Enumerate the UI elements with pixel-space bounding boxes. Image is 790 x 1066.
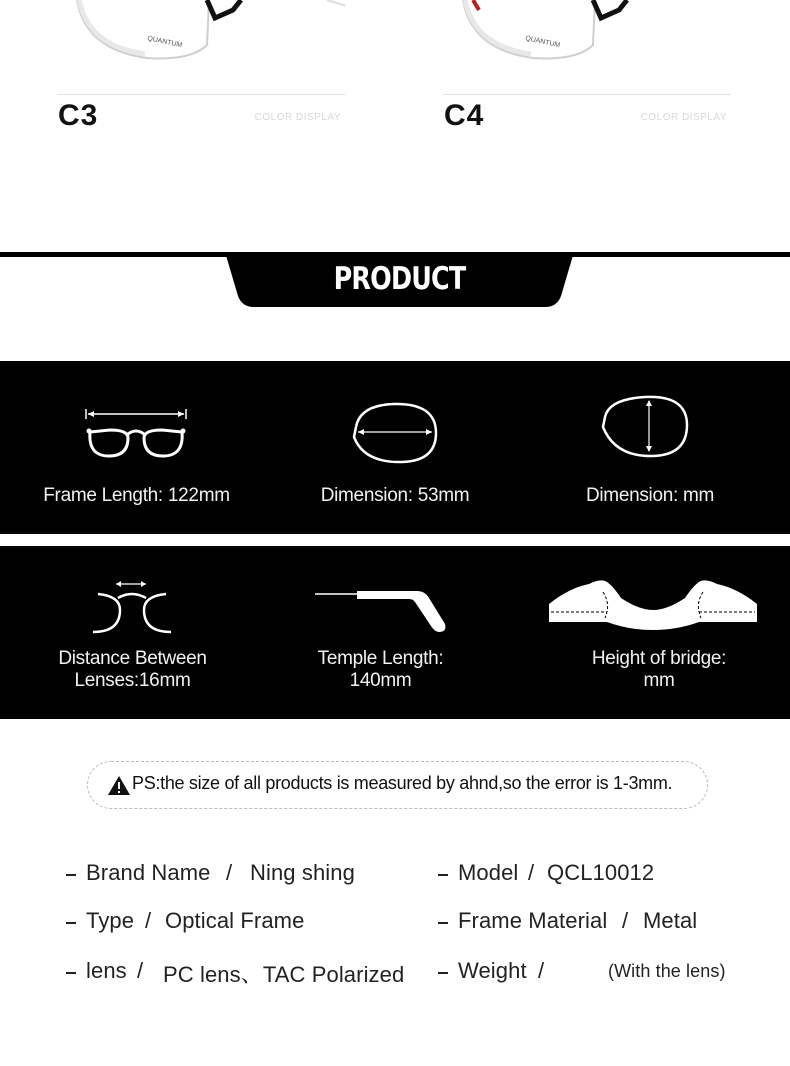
- spec-temple-length: [268, 546, 493, 719]
- spec-label: Dimension: 53mm: [320, 485, 470, 506]
- spec-label-line2: 140mm: [349, 670, 412, 691]
- attr-value: Metal: [643, 908, 698, 933]
- bullet-dash: [438, 922, 448, 924]
- variant-code: C4: [444, 99, 485, 132]
- color-display-tag: COLOR DISPLAY: [640, 112, 727, 123]
- note-text: PS:the size of all products is measured by ahnd,so the error is 1-3mm.: [132, 773, 673, 793]
- spec-label-line2: mm: [643, 670, 675, 691]
- temple-arm-icon: [313, 586, 447, 636]
- attr-value: Ning shing: [250, 860, 355, 885]
- attr-note: (With the lens): [608, 961, 726, 981]
- glasses-photo-c3: [57, 0, 345, 90]
- spec-bridge-distance: [20, 546, 245, 719]
- spec-label-line2: Lenses:16mm: [74, 670, 191, 691]
- bridge-distance-icon: [90, 578, 174, 634]
- attr-separator: /: [538, 958, 545, 983]
- spec-lens-height: [535, 361, 765, 534]
- variant-divider: [443, 94, 731, 95]
- spec-label-line1: Height of bridge:: [591, 648, 727, 669]
- bullet-dash: [66, 972, 76, 974]
- attr-value: Optical Frame: [165, 908, 305, 933]
- spec-label: Dimension: mm: [585, 485, 715, 506]
- spec-label-line1: Distance Between: [58, 648, 207, 669]
- attr-key: Frame Material: [458, 908, 608, 933]
- nose-bridge-icon: [549, 578, 757, 632]
- measurement-note: [87, 761, 708, 809]
- brand-mark-c4: QUANTUM: [524, 35, 561, 50]
- spec-panel-dimensions: [0, 361, 790, 534]
- attr-key: lens: [86, 958, 127, 983]
- attr-value: QCL10012: [547, 860, 655, 885]
- attr-separator: /: [145, 908, 152, 933]
- attr-key: Type: [86, 908, 135, 933]
- bullet-dash: [438, 874, 448, 876]
- variant-code: C3: [58, 99, 99, 132]
- variant-divider: [57, 94, 345, 95]
- attr-key: Weight: [458, 958, 527, 983]
- attr-separator: /: [528, 860, 535, 885]
- spec-label-line1: Temple Length:: [317, 648, 444, 669]
- glasses-photo-c4: [443, 0, 731, 90]
- lens-width-icon: [350, 401, 440, 465]
- spec-panel-fit: [0, 546, 790, 719]
- color-variant-c3[interactable]: [57, 0, 345, 150]
- spec-frame-length: [20, 361, 253, 534]
- color-display-tag: COLOR DISPLAY: [254, 112, 341, 123]
- attr-separator: /: [137, 958, 144, 983]
- warning-icon: [107, 775, 131, 796]
- lens-height-icon: [599, 395, 689, 459]
- attr-key: Model: [458, 860, 519, 885]
- section-title: PRODUCT PRESENTATION: [296, 261, 503, 343]
- attr-separator: /: [622, 908, 629, 933]
- attr-key: Brand Name: [86, 860, 211, 885]
- bullet-dash: [66, 922, 76, 924]
- bullet-dash: [66, 874, 76, 876]
- attr-value: PC lens、TAC Polarized: [163, 962, 405, 987]
- attr-separator: /: [226, 860, 233, 885]
- color-variant-c4[interactable]: [443, 0, 731, 150]
- spec-lens-width: [280, 361, 510, 534]
- frame-width-icon: [84, 406, 188, 462]
- spec-label: Frame Length: 122mm: [43, 485, 230, 506]
- spec-bridge-height: [545, 546, 773, 719]
- brand-mark-c3: QUANTUM: [146, 35, 183, 50]
- bullet-dash: [438, 972, 448, 974]
